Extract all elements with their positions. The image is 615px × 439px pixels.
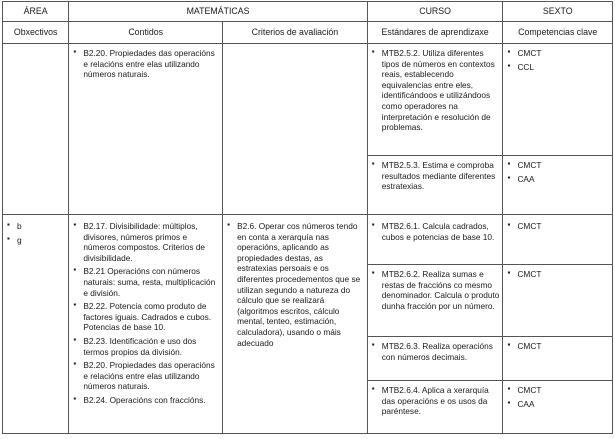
content-item: ▪ B2.20. Propiedades das operacións e relacións entre elas utilizando números naturais. bbox=[72, 360, 219, 392]
criterion-item: ▪ B2.6. Operar cos números tendo en conta a xerarquía nas operacións, aplicando as propiedades destas, as estratexias persoais e os diferentes procedementos que se utilizan segundo a natureza do cálculo que se realizará (algoritmos escritos, cálculo mental, tenteo, estimación, calculadora), usando o máis adecuado bbox=[226, 221, 364, 348]
header-row-columns bbox=[3, 22, 613, 44]
criteria-column-header: Criterios de avaliación bbox=[223, 22, 368, 44]
standard-cell bbox=[367, 156, 503, 215]
competence-item: ▪ CMCT bbox=[506, 341, 609, 352]
header-row-main bbox=[3, 2, 613, 22]
competence-item: ▪ CMCT bbox=[506, 385, 609, 396]
standard-item: ▪ MTB2.6.2. Realiza sumas e restas de fraccións co mesmo denominador. Calcula o produto dunha fracción por un número. bbox=[371, 269, 500, 311]
course-header: CURSO bbox=[367, 2, 503, 22]
standard-cell bbox=[367, 381, 503, 434]
course-value-header: SEXTO bbox=[503, 2, 613, 22]
standard-cell bbox=[367, 265, 503, 337]
standard-item: ▪ MTB2.6.1. Calcula cadrados, cubos e potencias de base 10. bbox=[371, 221, 500, 242]
competences-cell bbox=[503, 215, 613, 265]
competence-item: ▪ CMCT bbox=[506, 160, 609, 171]
contents-cell bbox=[69, 44, 223, 215]
standards-column-header: Estándares de aprendizaxe bbox=[367, 22, 503, 44]
objective-item: ▪ b bbox=[6, 221, 65, 232]
objectives-cell bbox=[3, 215, 69, 434]
standard-cell bbox=[367, 337, 503, 381]
competences-column-header: Competencias clave bbox=[503, 22, 613, 44]
competences-cell bbox=[503, 44, 613, 156]
table-row bbox=[3, 215, 613, 265]
objectives-cell bbox=[3, 44, 69, 215]
standard-item: ▪ MTB2.5.2. Utiliza diferentes tipos de números en contextos reais, establecendo equivalencias entre eles, identificándoos e utilizándoos como operadores na interpretación e resolución de problemas. bbox=[371, 48, 500, 133]
area-header: ÁREA bbox=[3, 2, 69, 22]
standard-cell bbox=[367, 215, 503, 265]
standard-item: ▪ MTB2.6.3. Realiza operacións con números decimais. bbox=[371, 341, 500, 362]
contents-column-header: Contidos bbox=[69, 22, 223, 44]
competence-item: ▪ CAA bbox=[506, 399, 609, 410]
objective-item: ▪ g bbox=[6, 235, 65, 246]
competence-item: ▪ CMCT bbox=[506, 221, 609, 232]
contents-cell bbox=[69, 215, 223, 434]
content-item: ▪ B2.24. Operacións con fraccións. bbox=[72, 395, 219, 406]
content-item: ▪ B2.23. Identificación e uso dos termos propios da división. bbox=[72, 336, 219, 357]
criteria-cell bbox=[223, 215, 368, 434]
competences-cell bbox=[503, 265, 613, 337]
competences-cell bbox=[503, 381, 613, 434]
competence-item: ▪ CMCT bbox=[506, 48, 609, 59]
content-item: ▪ B2.22. Potencia como produto de factores iguais. Cadrados e cubos. Potencias de base 10. bbox=[72, 301, 219, 333]
content-item: ▪ B2.17. Divisibilidade: múltiplos, divisores, números primos e números compostos. Criterios de divisibilidade. bbox=[72, 221, 219, 263]
competence-item: ▪ CMCT bbox=[506, 269, 609, 280]
subject-header: MATEMÁTICAS bbox=[69, 2, 367, 22]
standard-item: ▪ MTB2.6.4. Aplica a xerarquía das operacións e os usos da paréntese. bbox=[371, 385, 500, 417]
competences-cell bbox=[503, 337, 613, 381]
competence-item: ▪ CAA bbox=[506, 174, 609, 185]
content-item: ▪ B2.20. Propiedades das operacións e relacións entre elas utilizando números naturais. bbox=[72, 48, 219, 80]
standard-item: ▪ MTB2.5.3. Estima e comproba resultados mediante diferentes estratexias. bbox=[371, 160, 500, 192]
competence-item: ▪ CCL bbox=[506, 62, 609, 73]
objectives-column-header: Obxectivos bbox=[3, 22, 69, 44]
content-item: ▪ B2.21 Operacións con números naturais: suma, resta, multiplicación e división. bbox=[72, 266, 219, 298]
standard-cell bbox=[367, 44, 503, 156]
competences-cell bbox=[503, 156, 613, 215]
table-row bbox=[3, 44, 613, 156]
criteria-cell bbox=[223, 44, 368, 215]
curriculum-table bbox=[2, 1, 613, 434]
